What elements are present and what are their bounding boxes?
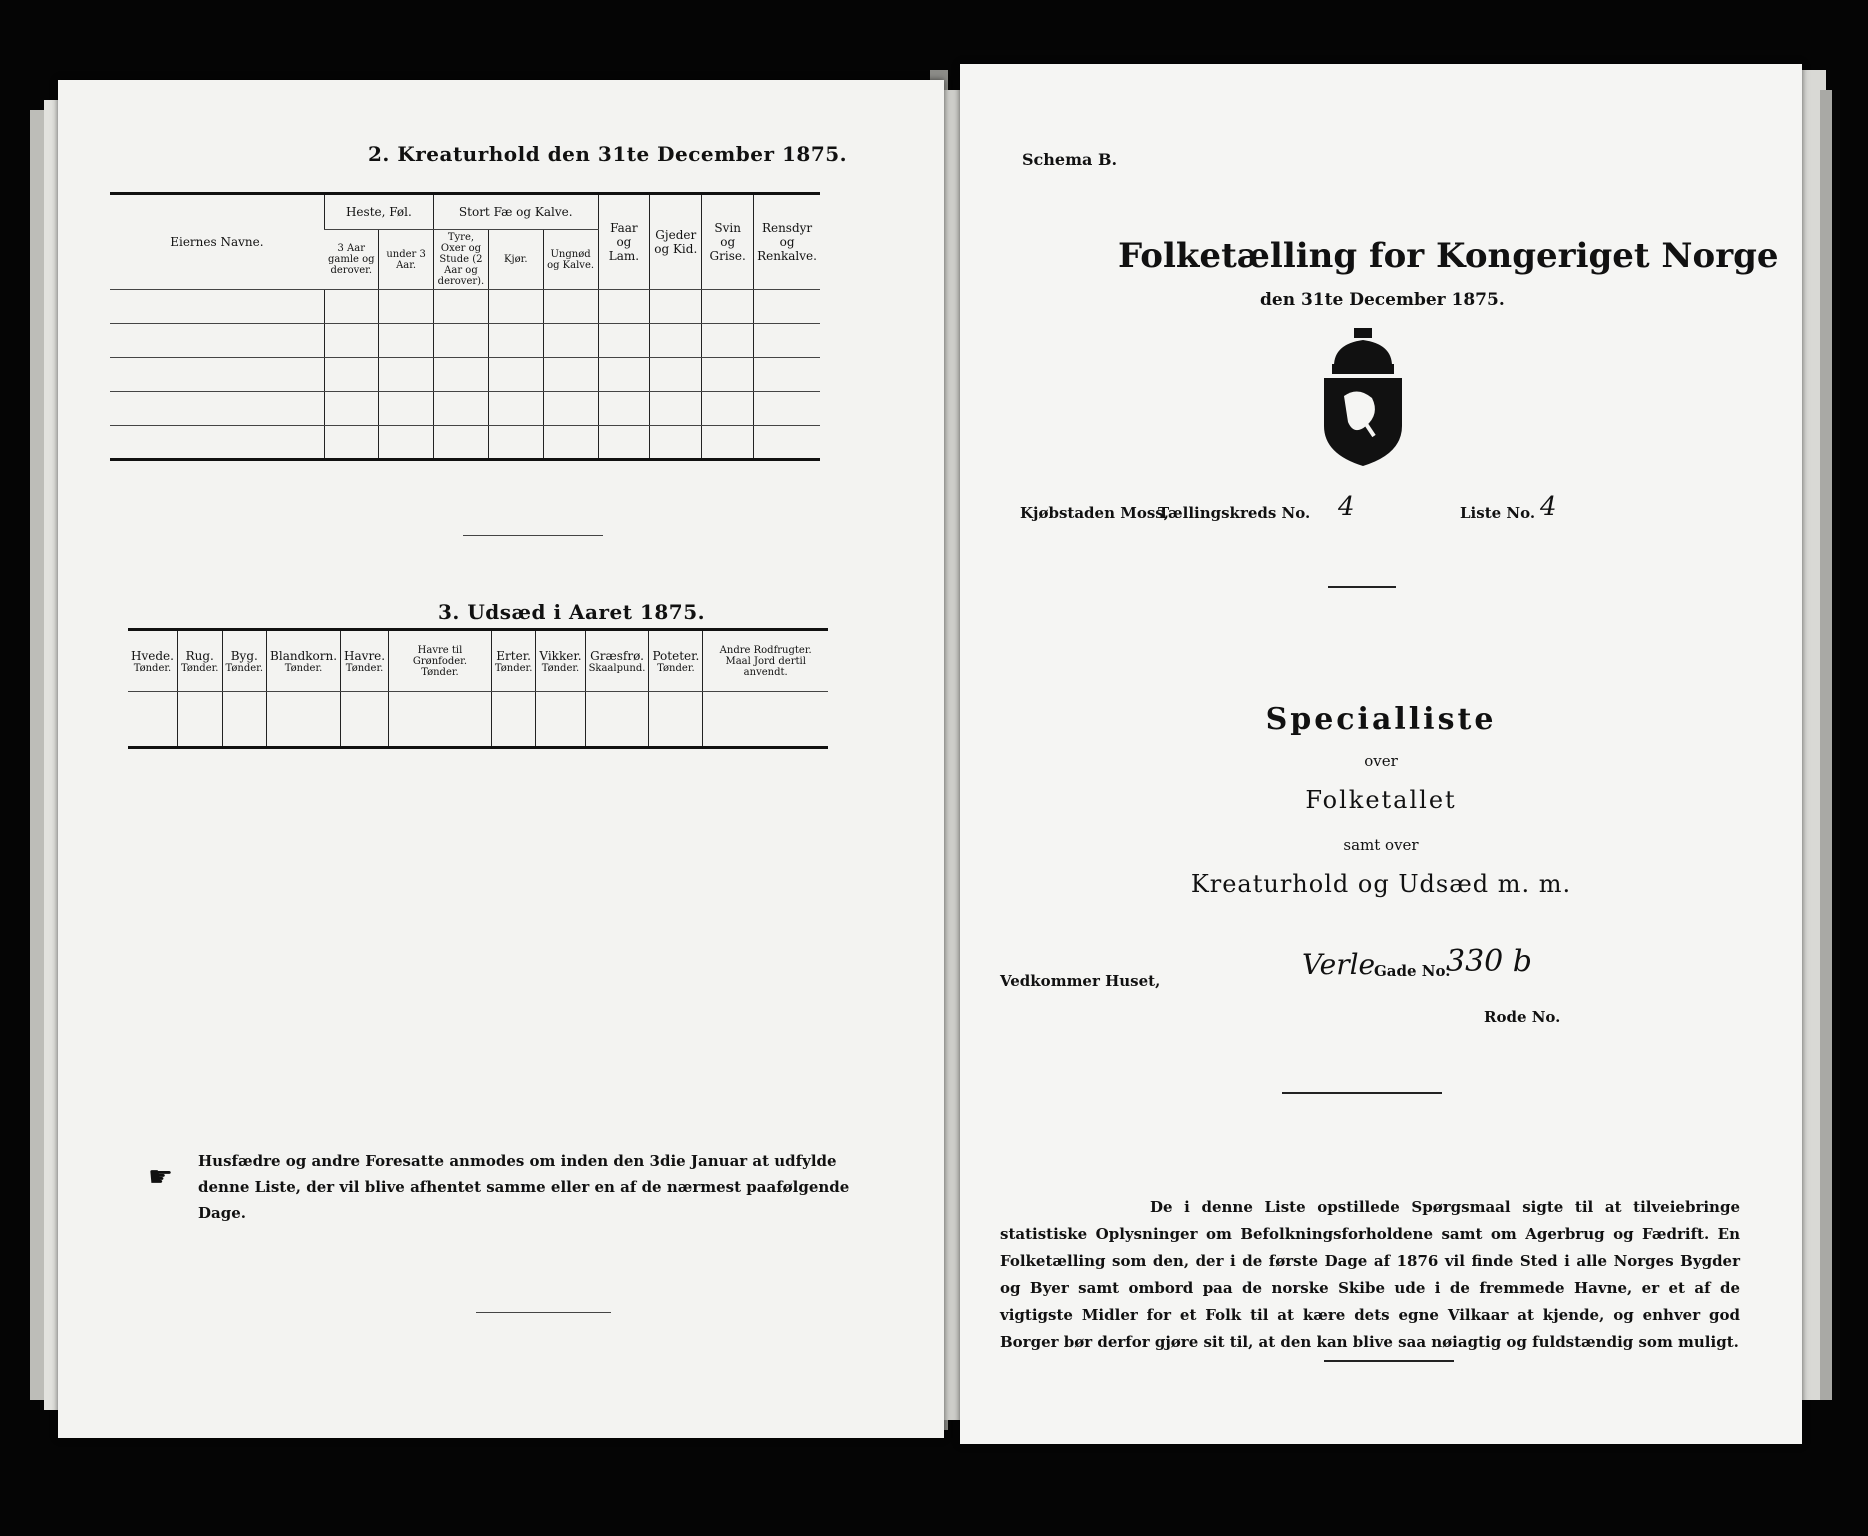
sowing-table	[128, 628, 828, 749]
unit-label: Tønder.	[541, 662, 580, 674]
crop-label: Erter.	[496, 648, 531, 663]
unit-label: Tønder.	[494, 662, 533, 674]
document-date: den 31te December 1875.	[1260, 290, 1505, 310]
cows-header: Kjør.	[488, 230, 543, 290]
schema-label: Schema B.	[1022, 150, 1118, 169]
gade-label: Gade No.	[1374, 962, 1451, 980]
gade-number-value: 330 b	[1446, 944, 1533, 979]
owner-name-header: Eiernes Navne.	[110, 194, 324, 290]
page-stack-edge-right-outer	[1820, 90, 1832, 1400]
section2-heading: 2. Kreaturhold den 31te December 1875.	[368, 142, 848, 166]
goats-header: Gjeder og Kid.	[650, 194, 702, 290]
crop-header	[536, 630, 585, 692]
crop-label: Poteter.	[652, 648, 700, 663]
table-row	[110, 324, 820, 358]
cattle-header: Stort Fæ og Kalve.	[433, 194, 598, 230]
document-title: Folketælling for Kongeriget Norge	[1118, 236, 1779, 276]
samt-over-text: samt over	[1343, 836, 1419, 854]
crop-label: Rug.	[185, 648, 214, 663]
coat-of-arms-icon	[1314, 326, 1412, 468]
section3-heading: 3. Udsæd i Aaret 1875.	[438, 600, 706, 624]
vedkommer-label: Vedkommer Huset,	[1000, 972, 1161, 990]
crop-header	[341, 630, 389, 692]
calves-header: Ungnød og Kalve.	[543, 230, 598, 290]
crop-header	[491, 630, 536, 692]
rode-label: Rode No.	[1484, 1008, 1561, 1026]
crop-header	[177, 630, 222, 692]
liste-value: 4	[1540, 492, 1557, 522]
pigs-header: Svin og Grise.	[702, 194, 754, 290]
tellingskreds-label: Tællingskreds No.	[1158, 504, 1311, 522]
crop-header	[649, 630, 703, 692]
unit-label: Skaalpund.	[588, 662, 646, 674]
tellingskreds-value: 4	[1338, 492, 1355, 522]
folketallet-heading: Folketallet	[1305, 786, 1457, 814]
divider	[1282, 1092, 1442, 1094]
liste-label: Liste No.	[1460, 504, 1536, 522]
explanatory-paragraph: De i denne Liste opstillede Spørgsmaal sigte til at tilveiebringe statistiske Oplysninger om Befolkningsforholdene samt om Agerbrug og Fædrift. En Folketælling som den, der i de første Dage af 1876 vil finde Sted i alle Norges Bygder og Byer samt ombord paa de norske Skibe ude i de fremmede Havne, er et af de vigtigste Midler for et Folk til at kære dets egne Vilkaar at kjende, og enhver god Borger bør derfor gjøre sit til, at den kan blive saa nøiagtig og fuldstændig som muligt.	[1000, 1198, 1740, 1351]
unit-label: Tønder.	[133, 662, 172, 674]
divider	[1324, 1360, 1454, 1362]
horses-3yr-header: 3 Aar gamle og derover.	[324, 230, 378, 290]
unit-label: Maal Jord dertil anvendt.	[725, 655, 806, 678]
notice-text: Husfædre og andre Foresatte anmodes om inden den 3die Januar at udfylde denne Liste, der vil blive afhentet samme eller en af de nærmest paafølgende Dage.	[198, 1152, 850, 1222]
kreaturhold-heading: Kreaturhold og Udsæd m. m.	[1190, 870, 1572, 898]
horses-header: Heste, Føl.	[324, 194, 433, 230]
crop-label: Blandkorn.	[270, 648, 338, 663]
gade-name-value: Verle	[1302, 948, 1376, 981]
table-row	[110, 392, 820, 426]
reindeer-header: Rensdyr og Renkalve.	[754, 194, 820, 290]
unit-label: Tønder.	[284, 662, 323, 674]
crop-label: Hvede.	[131, 648, 174, 663]
crop-header	[585, 630, 649, 692]
livestock-table	[110, 192, 820, 461]
specialliste-heading: Specialliste	[1265, 702, 1497, 737]
table-row	[110, 358, 820, 392]
kjobstaden-label: Kjøbstaden Moss,	[1020, 504, 1169, 522]
crop-header	[389, 630, 492, 692]
bulls-header: Tyre, Oxer og Stude (2 Aar og derover).	[433, 230, 488, 290]
divider	[463, 535, 603, 536]
table-row	[110, 290, 820, 324]
unit-label: Tønder.	[225, 662, 264, 674]
crop-header	[222, 630, 267, 692]
table-row	[128, 692, 828, 748]
crop-label: Havre til Grønfoder.	[412, 644, 468, 667]
crop-label: Andre Rodfrugter.	[719, 644, 812, 656]
crop-label: Havre.	[344, 648, 386, 663]
crop-label: Græsfrø.	[590, 648, 644, 663]
divider	[476, 1312, 611, 1313]
unit-label: Tønder.	[421, 666, 459, 678]
horses-under3-header: under 3 Aar.	[379, 230, 434, 290]
over-text: over	[1364, 752, 1398, 770]
table-row	[110, 426, 820, 460]
unit-label: Tønder.	[180, 662, 219, 674]
right-page	[960, 64, 1802, 1444]
divider	[1328, 586, 1396, 588]
pointing-hand-icon: ☛	[148, 1160, 174, 1193]
crop-header	[128, 630, 177, 692]
sheep-header: Faar og Lam.	[598, 194, 650, 290]
crop-header	[703, 630, 828, 692]
crop-header	[267, 630, 341, 692]
crop-label: Vikker.	[539, 648, 582, 663]
left-page	[58, 80, 944, 1438]
unit-label: Tønder.	[345, 662, 384, 674]
unit-label: Tønder.	[657, 662, 695, 674]
crop-label: Byg.	[230, 648, 258, 663]
